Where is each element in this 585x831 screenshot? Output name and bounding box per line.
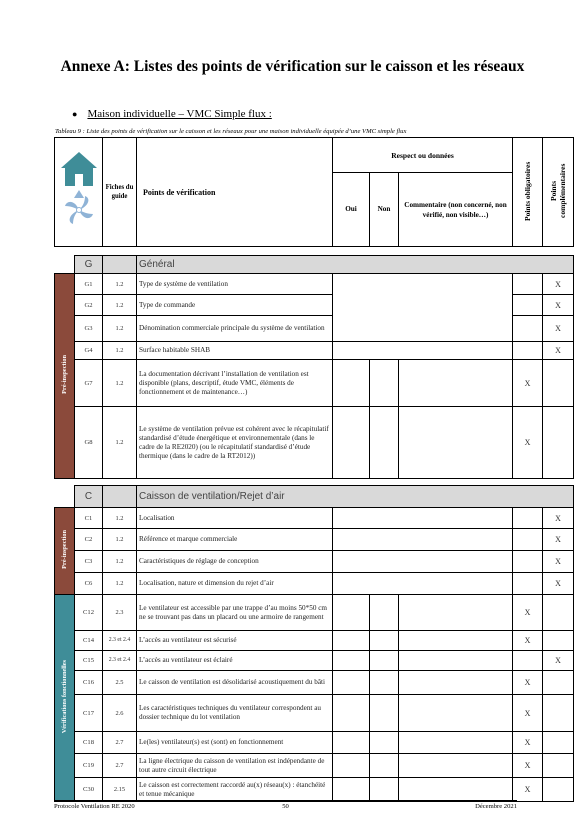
cell-text: Localisation, nature et dimension du rejet d’air [137, 573, 333, 595]
table-row [55, 508, 574, 529]
table-row [55, 631, 574, 651]
cell-comp: X [543, 342, 574, 360]
header-complementaires: Points complémentaires [543, 138, 574, 247]
cell-code: C19 [75, 754, 103, 778]
cell-comp: X [543, 551, 574, 573]
verification-table [54, 137, 574, 802]
footer-left: Protocole Ventilation RE 2020 [54, 803, 135, 810]
cell-fiche: 1.2 [103, 407, 137, 479]
cell-comp: X [543, 316, 574, 342]
cell-code: C18 [75, 732, 103, 754]
table-row [55, 695, 574, 732]
cell-text: Le système de ventilation prévue est cohérent avec le récapitulatif standardisé d’étude énergétique et environnementale (dans le cadre de la RE2020) (ou le récapitulatif standardisé d’étude thermique (dans le cadre de la RT2012)) [137, 407, 333, 479]
section-caisson [55, 486, 574, 508]
cell-code: C6 [75, 573, 103, 595]
cell-text: Les caractéristiques techniques du ventilateur correspondent au dossier technique du lot ventilation [137, 695, 333, 732]
cell-obl: X [513, 732, 543, 754]
fan-icon [65, 190, 93, 224]
cell-code: C17 [75, 695, 103, 732]
cell-comp: X [543, 651, 574, 671]
table-row [55, 551, 574, 573]
cell-obl [513, 274, 543, 295]
table-row [55, 529, 574, 551]
cell-comp: X [543, 295, 574, 316]
cell-comp: X [543, 274, 574, 295]
cell-comp [543, 671, 574, 695]
table-row [55, 360, 574, 407]
table-row [55, 274, 574, 295]
cell-obl: X [513, 595, 543, 631]
cell-text: Type de système de ventilation [137, 274, 333, 295]
cell-text: La documentation décrivant l’installation de ventilation est disponible (plans, descriptif, étude VMC, éléments de fonctionnement et de maintenance…) [137, 360, 333, 407]
table-row [55, 671, 574, 695]
cell-name: Caisson de ventilation/Rejet d’air [137, 486, 574, 508]
cell-fiche: 2.5 [103, 671, 137, 695]
cell-text: Dénomination commerciale principale du système de ventilation [137, 316, 333, 342]
cell-code: C12 [75, 595, 103, 631]
cell-text: La ligne électrique du caisson de ventilation est indépendante de tout autre circuit électrique [137, 754, 333, 778]
cell-comp [543, 595, 574, 631]
footer-right: Décembre 2021 [475, 803, 517, 810]
header-non: Non [370, 173, 399, 247]
cell-obl [513, 508, 543, 529]
cell-fiche: 1.2 [103, 529, 137, 551]
table-row [55, 651, 574, 671]
cell-text: Référence et marque commerciale [137, 529, 333, 551]
table-row [55, 778, 574, 802]
cell-obl: X [513, 695, 543, 732]
cell-code: G7 [75, 360, 103, 407]
cell-text: Le caisson est correctement raccordé au(x) réseau(x) : étanchéité et tenue mécanique [137, 778, 333, 802]
cell-name: Général [137, 256, 574, 274]
cell-letter: C [75, 486, 103, 508]
cell-obl: X [513, 778, 543, 802]
cell-text: Localisation [137, 508, 333, 529]
page-footer [54, 800, 517, 810]
cell-comp [543, 695, 574, 732]
bullet-heading: ● Maison individuelle – VMC Simple flux : [72, 108, 272, 120]
cell-letter: G [75, 256, 103, 274]
group-pre-inspection-g: Pré-inspection [55, 274, 75, 479]
cell-fiche: 2.7 [103, 754, 137, 778]
cell-obl [513, 551, 543, 573]
cell-obl: X [513, 671, 543, 695]
cell-comp [543, 754, 574, 778]
cell-code: C1 [75, 508, 103, 529]
footer-page-number: 50 [282, 803, 289, 810]
cell-comp [543, 732, 574, 754]
cell-text: L’accès au ventilateur est sécurisé [137, 631, 333, 651]
table-row [55, 342, 574, 360]
cell-comp: X [543, 508, 574, 529]
cell-code: G3 [75, 316, 103, 342]
page-title: Annexe A: Listes des points de vérification sur le caisson et les réseaux [60, 58, 525, 75]
bullet-dot-icon: ● [72, 109, 78, 119]
cell-fiche: 2.3 [103, 595, 137, 631]
cell-obl [513, 316, 543, 342]
cell-fiche: 1.2 [103, 274, 137, 295]
cell-text: Surface habitable SHAB [137, 342, 333, 360]
cell-code: G2 [75, 295, 103, 316]
table-row [55, 573, 574, 595]
table-row [55, 595, 574, 631]
table-caption: Tableau 9 : Liste des points de vérification sur le caisson et les réseaux pour une maison individuelle équipée d’une VMC simple flux [55, 128, 407, 135]
cell-code: C2 [75, 529, 103, 551]
cell-text: Type de commande [137, 295, 333, 316]
cell-comp [543, 631, 574, 651]
cell-fiche: 1.2 [103, 342, 137, 360]
cell-text: Le caisson de ventilation est désolidarisé acoustiquement du bâti [137, 671, 333, 695]
cell-obl: X [513, 407, 543, 479]
cell-obl [513, 529, 543, 551]
table-row [55, 407, 574, 479]
cell-code: C3 [75, 551, 103, 573]
cell-text: Caractéristiques de réglage de conception [137, 551, 333, 573]
cell-comp [543, 360, 574, 407]
cell-obl [513, 573, 543, 595]
cell-obl [513, 295, 543, 316]
header-obligatoires: Points obligatoires [513, 138, 543, 247]
table-row [55, 754, 574, 778]
cell-fiche: 2.6 [103, 695, 137, 732]
cell-comp: X [543, 529, 574, 551]
cell-code: C16 [75, 671, 103, 695]
cell-text: Le ventilateur est accessible par une trappe d’au moins 50*50 cm ne se trouvant pas dans un placard ou une armoire de rangement [137, 595, 333, 631]
cell-fiche: 2.7 [103, 732, 137, 754]
cell-obl: X [513, 754, 543, 778]
header-points: Points de vérification [137, 138, 333, 247]
cell-obl: X [513, 631, 543, 651]
cell-text: Le(les) ventilateur(s) est (sont) en fonctionnement [137, 732, 333, 754]
cell-fiche: 1.2 [103, 573, 137, 595]
cell-obl [513, 342, 543, 360]
cell-code: G1 [75, 274, 103, 295]
group-verifications: Vérifications fonctionnelles [55, 595, 75, 802]
cell-fiche: 2.3 et 2.4 [103, 651, 137, 671]
cell-code: C14 [75, 631, 103, 651]
header-oui: Oui [333, 173, 370, 247]
cell-text: L’accès au ventilateur est éclairé [137, 651, 333, 671]
cell-fiche: 2.15 [103, 778, 137, 802]
cell-fiche: 1.2 [103, 295, 137, 316]
header-commentaire: Commentaire (non concerné, non vérifié, non visible…) [399, 173, 513, 247]
cell-code: G4 [75, 342, 103, 360]
section-general [55, 256, 574, 274]
cell-code: C30 [75, 778, 103, 802]
header-row [55, 138, 574, 173]
header-respect: Respect ou données [333, 138, 513, 173]
cell-comp: X [543, 573, 574, 595]
cell-fiche: 2.3 et 2.4 [103, 631, 137, 651]
cell-fiche: 1.2 [103, 316, 137, 342]
house-icon [57, 144, 101, 240]
header-icons [55, 138, 103, 247]
group-pre-inspection-c: Pré-inspection [55, 508, 75, 595]
cell-fiche: 1.2 [103, 360, 137, 407]
cell-obl: X [513, 360, 543, 407]
header-fiches: Fiches du guide [103, 138, 137, 247]
cell-fiche: 1.2 [103, 551, 137, 573]
cell-code: C15 [75, 651, 103, 671]
cell-fiche: 1.2 [103, 508, 137, 529]
cell-obl [513, 651, 543, 671]
cell-code: G8 [75, 407, 103, 479]
cell-comp [543, 407, 574, 479]
table-row [55, 732, 574, 754]
cell-comp [543, 778, 574, 802]
